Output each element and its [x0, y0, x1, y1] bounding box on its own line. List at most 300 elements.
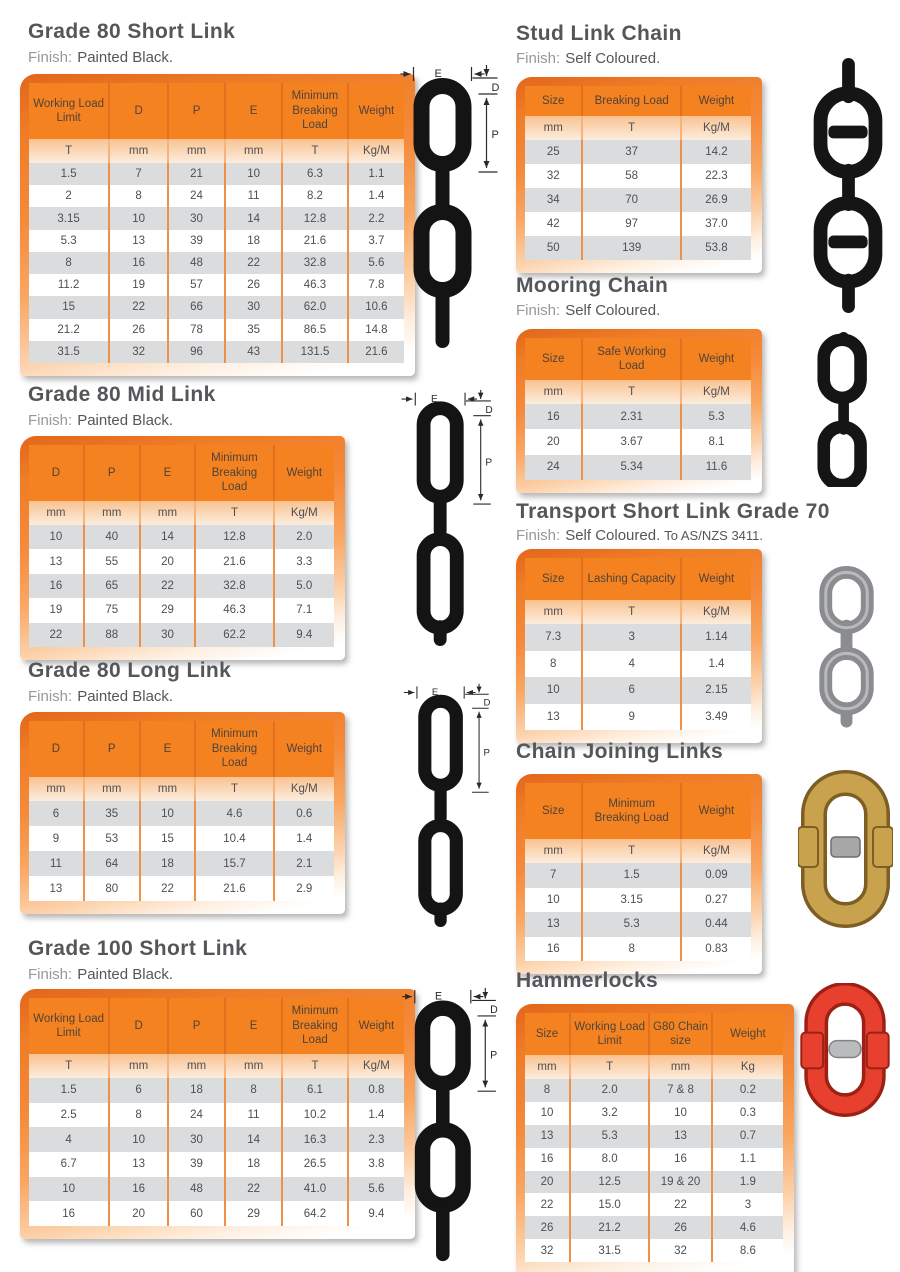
cell: 3.49	[681, 704, 751, 731]
chain-joining-links-table	[525, 783, 751, 961]
cell: 14	[140, 525, 196, 549]
cell: mm	[29, 501, 84, 525]
cell: 26	[649, 1216, 712, 1239]
units-row	[525, 380, 751, 404]
cell: 9	[582, 704, 680, 731]
grade80-long-link-panel	[20, 712, 345, 914]
finish-value: Painted Black.	[77, 966, 174, 983]
cell: 21.6	[282, 230, 348, 252]
cell: 41.0	[282, 1177, 348, 1202]
cell: 2.3	[348, 1127, 404, 1152]
mooring-chain-table	[525, 338, 751, 480]
cell: 30	[225, 296, 282, 318]
cell: 0.09	[681, 863, 751, 888]
data-row	[29, 1201, 404, 1226]
finish-label: Finish:	[516, 527, 561, 544]
cell: 16	[29, 1201, 109, 1226]
cell: 96	[168, 341, 225, 363]
section-title-hammerlocks: Hammerlocks	[516, 969, 659, 992]
column-header: P	[84, 445, 140, 501]
cell: Kg/M	[274, 777, 334, 801]
cell: 0.6	[274, 801, 334, 826]
cell: 40	[84, 525, 140, 549]
finish-line	[28, 412, 173, 429]
cell: 5.6	[348, 1177, 404, 1202]
cell: 1.4	[681, 651, 751, 678]
data-row	[29, 1127, 404, 1152]
cell: 1.4	[348, 1103, 404, 1128]
cell: 29	[140, 598, 196, 622]
cell: T	[570, 1055, 649, 1079]
cell: 1.4	[274, 826, 334, 851]
cell: 35	[84, 801, 140, 826]
header-row	[29, 445, 334, 501]
cell: 1.1	[348, 163, 404, 185]
cell: Kg/M	[681, 380, 751, 404]
cell: T	[29, 139, 109, 163]
units-row	[29, 777, 334, 801]
column-header: Working Load Limit	[570, 1013, 649, 1055]
column-header: D	[29, 445, 84, 501]
mooring-chain-panel	[516, 329, 762, 493]
grade100-short-link-panel	[20, 989, 415, 1239]
cell: Kg/M	[348, 139, 404, 163]
data-row	[525, 624, 751, 651]
column-header: Weight	[681, 558, 751, 600]
cell: 32	[649, 1239, 712, 1262]
cell: mm	[525, 1055, 570, 1079]
cell: 46.3	[282, 274, 348, 296]
data-row	[29, 851, 334, 876]
cell: 62.0	[282, 296, 348, 318]
cell: 16.3	[282, 1127, 348, 1152]
finish-value: Self Coloured.	[565, 527, 661, 544]
data-row	[29, 341, 404, 363]
cell: T	[282, 139, 348, 163]
grade80-long-link-table	[29, 721, 334, 901]
cell: 19	[29, 598, 84, 622]
cell: 16	[525, 1148, 570, 1171]
data-row	[525, 455, 751, 480]
cell: 66	[168, 296, 225, 318]
cell: 14.8	[348, 319, 404, 341]
cell: 12.8	[195, 525, 273, 549]
units-row	[525, 116, 751, 140]
data-row	[525, 704, 751, 731]
cell: mm	[84, 777, 140, 801]
cell: 78	[168, 319, 225, 341]
cell: T	[582, 839, 680, 863]
cell: 8	[109, 185, 168, 207]
cell: 13	[109, 230, 168, 252]
grade80-mid-link-table	[29, 445, 334, 647]
cell: 1.5	[582, 863, 680, 888]
cell: 11.2	[29, 274, 109, 296]
finish-line	[516, 50, 660, 67]
finish-value: Painted Black.	[77, 49, 174, 66]
cell: mm	[109, 1054, 168, 1078]
cell: 57	[168, 274, 225, 296]
cell: 16	[109, 252, 168, 274]
transport-short-link-panel	[516, 549, 762, 743]
data-row	[525, 164, 751, 188]
data-row	[29, 549, 334, 573]
cell: 10	[525, 677, 582, 704]
cell: 26	[525, 1216, 570, 1239]
cell: 8.6	[712, 1239, 783, 1262]
column-header: P	[84, 721, 140, 777]
cell: 22	[140, 876, 196, 901]
data-row	[29, 801, 334, 826]
column-header: G80 Chain size	[649, 1013, 712, 1055]
cell: 3	[712, 1193, 783, 1216]
cell: 21.2	[29, 319, 109, 341]
cell: 34	[525, 188, 582, 212]
data-row	[525, 863, 751, 888]
cell: 5.3	[681, 404, 751, 429]
data-row	[525, 912, 751, 937]
column-header: Weight	[712, 1013, 783, 1055]
cell: 13	[29, 549, 84, 573]
cell: 88	[84, 623, 140, 647]
column-header: Minimum Breaking Load	[282, 83, 348, 139]
cell: 55	[84, 549, 140, 573]
column-header: Size	[525, 558, 582, 600]
cell: mm	[140, 777, 196, 801]
cell: 3.8	[348, 1152, 404, 1177]
data-row	[525, 1079, 783, 1102]
column-header: E	[225, 998, 282, 1054]
stud-link-chain-image	[798, 58, 898, 313]
finish-value: Self Coloured.	[565, 302, 661, 319]
transport-chain-image	[806, 562, 890, 730]
units-row	[525, 1055, 783, 1079]
cell: 6	[29, 801, 84, 826]
finish-note: To AS/NZS 3411.	[664, 528, 764, 543]
data-row	[29, 598, 334, 622]
cell: 1.4	[348, 185, 404, 207]
cell: 3	[582, 624, 680, 651]
header-row	[525, 338, 751, 380]
section-title-transport-short-link: Transport Short Link Grade 70	[516, 500, 830, 523]
column-header: Breaking Load	[582, 86, 680, 116]
hammerlocks-table	[525, 1013, 783, 1262]
cell: T	[582, 380, 680, 404]
cell: 5.3	[582, 912, 680, 937]
cell: 4	[29, 1127, 109, 1152]
finish-label: Finish:	[28, 412, 73, 429]
cell: 10.6	[348, 296, 404, 318]
cell: 8	[582, 937, 680, 962]
cell: 2.2	[348, 207, 404, 229]
finish-label: Finish:	[28, 49, 73, 66]
data-row	[29, 185, 404, 207]
cell: 1.5	[29, 163, 109, 185]
cell: 64	[84, 851, 140, 876]
column-header: Size	[525, 783, 582, 839]
column-header: Weight	[348, 83, 404, 139]
grade80-mid-link-chain-diagram	[398, 388, 498, 646]
cell: 20	[525, 1171, 570, 1194]
data-row	[525, 651, 751, 678]
cell: 26	[225, 274, 282, 296]
column-header: Safe Working Load	[582, 338, 680, 380]
data-row	[29, 207, 404, 229]
data-row	[525, 937, 751, 962]
finish-value: Painted Black.	[77, 412, 174, 429]
column-header: D	[29, 721, 84, 777]
cell: mm	[525, 839, 582, 863]
cell: 64.2	[282, 1201, 348, 1226]
cell: 24	[168, 1103, 225, 1128]
finish-line	[28, 49, 173, 66]
cell: 4	[582, 651, 680, 678]
cell: 6.7	[29, 1152, 109, 1177]
cell: 6	[109, 1078, 168, 1103]
cell: 35	[225, 319, 282, 341]
cell: mm	[84, 501, 140, 525]
cell: 22	[525, 1193, 570, 1216]
cell: 13	[525, 912, 582, 937]
cell: 2.0	[570, 1079, 649, 1102]
cell: 32	[525, 1239, 570, 1262]
cell: 16	[29, 574, 84, 598]
cell: 1.9	[712, 1171, 783, 1194]
cell: 2.31	[582, 404, 680, 429]
cell: mm	[225, 1054, 282, 1078]
cell: 0.2	[712, 1079, 783, 1102]
units-row	[525, 600, 751, 624]
column-header: Working Load Limit	[29, 998, 109, 1054]
cell: 19 & 20	[649, 1171, 712, 1194]
data-row	[29, 296, 404, 318]
cell: mm	[649, 1055, 712, 1079]
cell: 37.0	[681, 212, 751, 236]
transport-short-link-table	[525, 558, 751, 730]
cell: 31.5	[570, 1239, 649, 1262]
cell: 50	[525, 236, 582, 260]
cell: Kg/M	[681, 116, 751, 140]
cell: 5.34	[582, 455, 680, 480]
cell: Kg/M	[681, 600, 751, 624]
cell: 11	[225, 185, 282, 207]
cell: 21	[168, 163, 225, 185]
cell: 18	[140, 851, 196, 876]
grade80-long-link-chain-diagram	[398, 682, 498, 927]
finish-value: Painted Black.	[77, 688, 174, 705]
data-row	[525, 236, 751, 260]
cell: 22	[29, 623, 84, 647]
cell: 32.8	[282, 252, 348, 274]
grade80-short-link-panel	[20, 74, 415, 376]
data-row	[525, 188, 751, 212]
cell: 21.2	[570, 1216, 649, 1239]
finish-line	[516, 302, 660, 319]
cell: 18	[225, 1152, 282, 1177]
cell: Kg/M	[681, 839, 751, 863]
cell: 32	[109, 341, 168, 363]
column-header: D	[109, 998, 168, 1054]
finish-line	[28, 966, 173, 983]
finish-value: Self Coloured.	[565, 50, 661, 67]
cell: mm	[168, 1054, 225, 1078]
cell: 10	[109, 1127, 168, 1152]
cell: 22	[649, 1193, 712, 1216]
data-row	[29, 163, 404, 185]
cell: 62.2	[195, 623, 273, 647]
data-row	[29, 230, 404, 252]
cell: 4.6	[712, 1216, 783, 1239]
cell: 30	[140, 623, 196, 647]
cell: T	[582, 116, 680, 140]
grade80-short-link-chain-diagram	[398, 62, 504, 352]
column-header: P	[168, 83, 225, 139]
data-row	[29, 1078, 404, 1103]
cell: T	[582, 600, 680, 624]
cell: 8.0	[570, 1148, 649, 1171]
column-header: Minimum Breaking Load	[195, 445, 273, 501]
cell: 5.3	[570, 1125, 649, 1148]
finish-line	[28, 688, 173, 705]
cell: 3.7	[348, 230, 404, 252]
cell: 11	[225, 1103, 282, 1128]
cell: Kg/M	[274, 501, 334, 525]
finish-label: Finish:	[28, 966, 73, 983]
data-row	[29, 274, 404, 296]
cell: 12.5	[570, 1171, 649, 1194]
grade80-short-link-table	[29, 83, 404, 363]
grade100-short-link-table	[29, 998, 404, 1226]
header-row	[525, 783, 751, 839]
column-header: Weight	[348, 998, 404, 1054]
cell: 6.1	[282, 1078, 348, 1103]
cell: 16	[109, 1177, 168, 1202]
data-row	[29, 826, 334, 851]
column-header: P	[168, 998, 225, 1054]
cell: 9	[29, 826, 84, 851]
column-header: E	[225, 83, 282, 139]
data-row	[29, 319, 404, 341]
cell: 16	[525, 937, 582, 962]
section-title-grade80-long-link: Grade 80 Long Link	[28, 659, 232, 682]
cell: T	[282, 1054, 348, 1078]
cell: 11.6	[681, 455, 751, 480]
column-header: Size	[525, 1013, 570, 1055]
data-row	[525, 1125, 783, 1148]
cell: 32.8	[195, 574, 273, 598]
cell: 10	[29, 525, 84, 549]
cell: mm	[525, 116, 582, 140]
data-row	[525, 212, 751, 236]
cell: 10.4	[195, 826, 273, 851]
hammerlock-image	[795, 983, 895, 1117]
cell: 20	[140, 549, 196, 573]
section-title-mooring-chain: Mooring Chain	[516, 274, 669, 297]
cell: 2.15	[681, 677, 751, 704]
units-row	[525, 839, 751, 863]
data-row	[525, 140, 751, 164]
chain-joining-link-image	[798, 768, 893, 930]
cell: 2.9	[274, 876, 334, 901]
cell: 8	[29, 252, 109, 274]
cell: 10	[525, 1102, 570, 1125]
section-title-grade100-short-link: Grade 100 Short Link	[28, 937, 248, 960]
data-row	[29, 623, 334, 647]
stud-link-chain-panel	[516, 77, 762, 273]
cell: 8	[525, 1079, 570, 1102]
cell: 58	[582, 164, 680, 188]
data-row	[525, 429, 751, 454]
cell: 3.2	[570, 1102, 649, 1125]
cell: 10	[525, 888, 582, 913]
chain-joining-links-panel	[516, 774, 762, 974]
cell: 65	[84, 574, 140, 598]
cell: mm	[109, 139, 168, 163]
cell: 2.1	[274, 851, 334, 876]
cell: 19	[109, 274, 168, 296]
cell: 8.1	[681, 429, 751, 454]
cell: 30	[168, 207, 225, 229]
cell: 3.67	[582, 429, 680, 454]
cell: 7	[525, 863, 582, 888]
cell: 10	[109, 207, 168, 229]
cell: 60	[168, 1201, 225, 1226]
mooring-chain-image	[808, 332, 886, 487]
cell: 15.7	[195, 851, 273, 876]
cell: 39	[168, 230, 225, 252]
cell: 25	[525, 140, 582, 164]
cell: 26	[109, 319, 168, 341]
cell: 26.9	[681, 188, 751, 212]
column-header: Working Load Limit	[29, 83, 109, 139]
cell: 10	[29, 1177, 109, 1202]
column-header: E	[140, 445, 196, 501]
cell: T	[29, 1054, 109, 1078]
cell: 14	[225, 207, 282, 229]
cell: mm	[140, 501, 196, 525]
column-header: Size	[525, 338, 582, 380]
cell: 2.5	[29, 1103, 109, 1128]
cell: 139	[582, 236, 680, 260]
data-row	[525, 1148, 783, 1171]
cell: 20	[525, 429, 582, 454]
cell: 10.2	[282, 1103, 348, 1128]
column-header: Lashing Capacity	[582, 558, 680, 600]
units-row	[29, 1054, 404, 1078]
grade100-short-link-chain-diagram	[400, 985, 502, 1265]
hammerlocks-panel	[516, 1004, 794, 1272]
cell: Kg	[712, 1055, 783, 1079]
cell: 7	[109, 163, 168, 185]
cell: T	[195, 777, 273, 801]
cell: 14	[225, 1127, 282, 1152]
column-header: Weight	[681, 783, 751, 839]
header-row	[525, 558, 751, 600]
cell: 46.3	[195, 598, 273, 622]
cell: 39	[168, 1152, 225, 1177]
cell: 0.3	[712, 1102, 783, 1125]
cell: 16	[649, 1148, 712, 1171]
cell: mm	[525, 600, 582, 624]
cell: 14.2	[681, 140, 751, 164]
data-row	[29, 1103, 404, 1128]
cell: 8	[109, 1103, 168, 1128]
cell: 8	[225, 1078, 282, 1103]
column-header: Weight	[681, 86, 751, 116]
data-row	[525, 1193, 783, 1216]
section-title-stud-link-chain: Stud Link Chain	[516, 22, 682, 45]
cell: 9.4	[348, 1201, 404, 1226]
